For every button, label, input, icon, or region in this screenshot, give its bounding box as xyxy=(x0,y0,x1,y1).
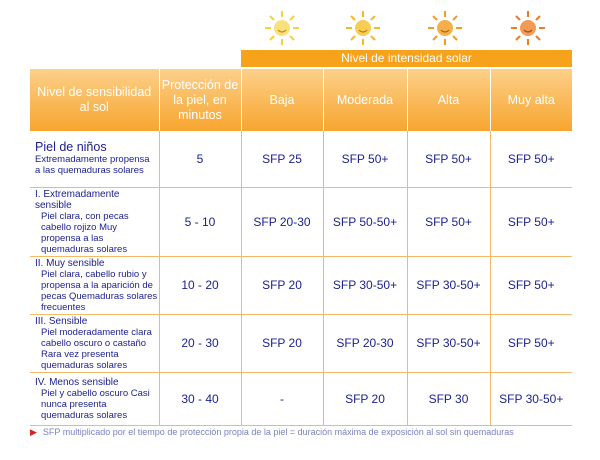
sun-low-icon xyxy=(262,8,302,48)
protection-minutes: 5 - 10 xyxy=(159,187,241,256)
row-description: Extremadamente propensa a las quemaduras solares xyxy=(35,153,150,176)
table-row xyxy=(30,256,572,314)
protection-minutes: 30 - 40 xyxy=(159,372,241,425)
arrow-right-icon: ▶ xyxy=(30,427,37,437)
solar-intensity-banner: Nivel de intensidad solar xyxy=(241,50,572,67)
row-description: Piel clara, cabello rubio y propensa a la aparición de pecas Quemaduras solares frecuentes xyxy=(41,268,158,313)
spf-value: SFP 20-30 xyxy=(323,314,407,372)
header-protection: Protección de la piel, en minutos xyxy=(159,69,241,131)
spf-value: SFP 50+ xyxy=(490,187,572,256)
row-title: Piel de niños xyxy=(35,139,107,154)
header-sensitivity: Nivel de sensibilidad al sol xyxy=(30,69,159,131)
header-level-very-high: Muy alta xyxy=(490,69,572,131)
spf-value: SFP 50-50+ xyxy=(323,187,407,256)
protection-minutes: 20 - 30 xyxy=(159,314,241,372)
table-header-row xyxy=(30,69,572,131)
spf-value: SFP 50+ xyxy=(407,187,490,256)
sun-very-high-icon xyxy=(508,8,548,48)
protection-minutes: 5 xyxy=(159,131,241,187)
sun-high-icon xyxy=(425,8,465,48)
spf-value: SFP 50+ xyxy=(490,256,572,314)
spf-value: SFP 20 xyxy=(323,372,407,425)
row-title: IV. Menos sensible xyxy=(35,376,119,388)
row-title: I. Extremadamente sensible xyxy=(35,188,120,211)
spf-value: SFP 50+ xyxy=(490,314,572,372)
row-label xyxy=(30,314,159,372)
row-title: II. Muy sensible xyxy=(35,257,105,269)
spf-value: SFP 50+ xyxy=(407,131,490,187)
spf-value: SFP 50+ xyxy=(323,131,407,187)
spf-value: SFP 30-50+ xyxy=(490,372,572,425)
protection-minutes: 10 - 20 xyxy=(159,256,241,314)
spf-value: SFP 30-50+ xyxy=(323,256,407,314)
row-label xyxy=(30,256,159,314)
row-label xyxy=(30,131,159,187)
row-description: Piel y cabello oscuro Casi nunca presenta quemaduras solares xyxy=(41,387,150,421)
sun-icons-row xyxy=(0,8,600,50)
spf-value: SFP 20-30 xyxy=(241,187,323,256)
spf-value: SFP 25 xyxy=(241,131,323,187)
footnote xyxy=(30,427,514,438)
footnote-text: SFP multiplicado por el tiempo de protección propia de la piel = duración máxima de exposición al sol sin quemaduras xyxy=(42,427,514,437)
row-label xyxy=(30,372,159,425)
spf-value: SFP 30-50+ xyxy=(407,256,490,314)
spf-value: SFP 20 xyxy=(241,314,323,372)
sun-moderate-icon xyxy=(343,8,383,48)
header-level-moderate: Moderada xyxy=(323,69,407,131)
spf-value: SFP 30-50+ xyxy=(407,314,490,372)
spf-value: SFP 30 xyxy=(407,372,490,425)
header-level-high: Alta xyxy=(407,69,490,131)
table-row xyxy=(30,131,572,187)
header-level-low: Baja xyxy=(241,69,323,131)
spf-value: - xyxy=(241,372,323,425)
table-row xyxy=(30,372,572,425)
spf-table xyxy=(30,69,572,426)
table-row xyxy=(30,187,572,256)
row-description: Piel clara, con pecas cabello rojizo Muy propensa a las quemaduras solares xyxy=(41,210,129,255)
row-title: III. Sensible xyxy=(35,315,88,327)
spf-value: SFP 50+ xyxy=(490,131,572,187)
row-description: Piel moderadamente clara cabello oscuro o castaño Rara vez presenta quemaduras solares xyxy=(41,326,152,371)
spf-value: SFP 20 xyxy=(241,256,323,314)
row-label xyxy=(30,187,159,256)
table-row xyxy=(30,314,572,372)
